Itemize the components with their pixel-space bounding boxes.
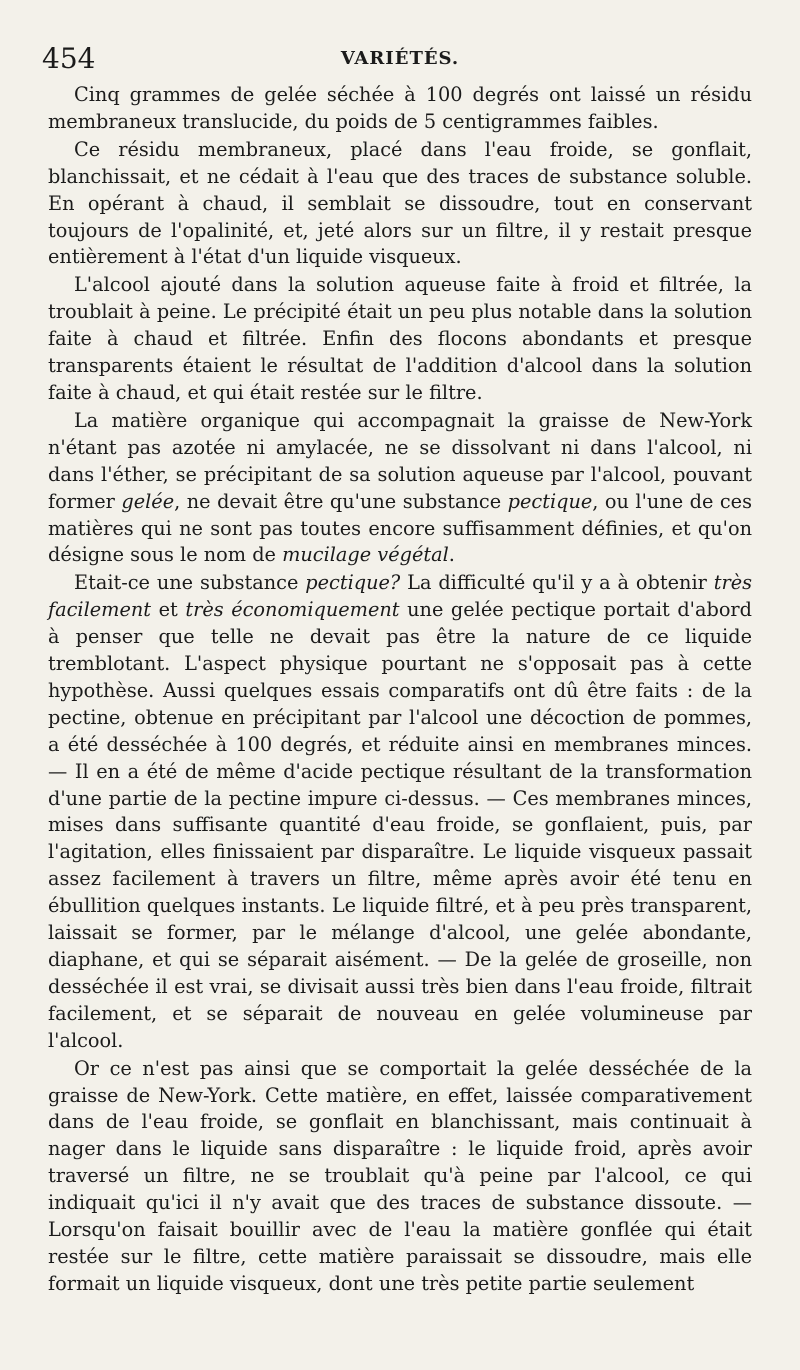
paragraph: L'alcool ajouté dans la solution aqueuse faite à froid et filtrée, la troublait à peine. Le précipité était un peu plus notable dans la solution faite à chaud et filtrée. Enfin des flocons abondants et presque transparents étaient le résultat de l'addition d'alcool dans la solution faite à chaud, et qui était restée sur le filtre. bbox=[48, 273, 752, 404]
italic-term: très facilement bbox=[48, 571, 753, 622]
italic-term: pectique? bbox=[305, 571, 401, 595]
page-header bbox=[42, 36, 752, 82]
italic-term: gelée bbox=[121, 489, 175, 513]
italic-term: très économiquement bbox=[185, 598, 400, 622]
running-head: VARIÉTÉS. bbox=[340, 48, 460, 69]
paragraph: Etait-ce une substance pectique? La difficulté qu'il y a à obtenir très facilement et très économiquement une gelée pectique portait d'abord à penser que telle ne devait pas être la nature de ce liquide tremblotant. L'aspect physique pourtant ne s'opposait pas à cette hypothèse. Aussi quelques essais comparatifs ont dû être faits : de la pectine, obtenue en précipitant par l'alcool une décoction de pommes, a été desséchée à 100 degrés, et réduite ainsi en membranes minces. — Il en a été de même d'acide pectique résultant de la transformation d'une partie de la pectine impure ci-dessus. — Ces membranes minces, mises dans suffisante quantité d'eau froide, se gonflaient, puis, par l'agitation, elles finissaient par disparaître. Le liquide visqueux passait assez facilement à travers un filtre, même après avoir été tenu en ébullition quelques instants. Le liquide filtré, et à peu près transparent, laissait se former, par le mélange d'alcool, une gelée abondante, diaphane, et qui se séparait aisément. — De la gelée de groseille, non desséchée il est vrai, se divisait aussi très bien dans l'eau froide, filtrait facilement, et se séparait de nouveau en gelée volumineuse par l'alcool. bbox=[48, 571, 753, 1052]
italic-term: mucilage végétal bbox=[282, 543, 449, 567]
paragraph: Cinq grammes de gelée séchée à 100 degrés ont laissé un résidu membraneux translucide, du poids de 5 centigrammes faibles. bbox=[48, 83, 752, 133]
paragraph: Ce résidu membraneux, placé dans l'eau froide, se gonflait, blanchissait, et ne cédait à l'eau que des traces de substance soluble. En opérant à chaud, il semblait se dissoudre, tout en conservant toujours de l'opalinité, et, jeté alors sur un filtre, il y restait presque entièrement à l'état d'un liquide visqueux. bbox=[48, 137, 752, 269]
article-body bbox=[48, 82, 752, 1298]
paragraph: La matière organique qui accompagnait la graisse de New-York n'étant pas azotée ni amylacée, ne se dissolvant ni dans l'alcool, ni dans l'éther, se précipitant de sa solution aqueuse par l'alcool, pouvant former gelée, ne devait être qu'une substance pectique, ou l'une de ces matières qui ne sont pas toutes encore suffisamment définies, et qu'on désigne sous le nom de mucilage végétal. bbox=[48, 408, 752, 567]
italic-term: pectique bbox=[507, 489, 593, 513]
paragraph: Or ce n'est pas ainsi que se comportait la gelée desséchée de la graisse de New-York. Cette matière, en effet, laissée comparativement dans de l'eau froide, se gonflait en blanchissant, mais continuait à nager dans le liquide sans disparaître : le liquide froid, après avoir traversé un filtre, ne se troublait qu'à peine par l'alcool, ce qui indiquait qu'ici il n'y avait que des traces de substance dissoute. — Lorsqu'on faisait bouillir avec de l'eau la matière gonflée qui était restée sur le filtre, cette matière paraissait se dissoudre, mais elle formait un liquide visqueux, dont une très petite partie seulement bbox=[48, 1056, 752, 1295]
page-number: 454 bbox=[42, 42, 96, 75]
